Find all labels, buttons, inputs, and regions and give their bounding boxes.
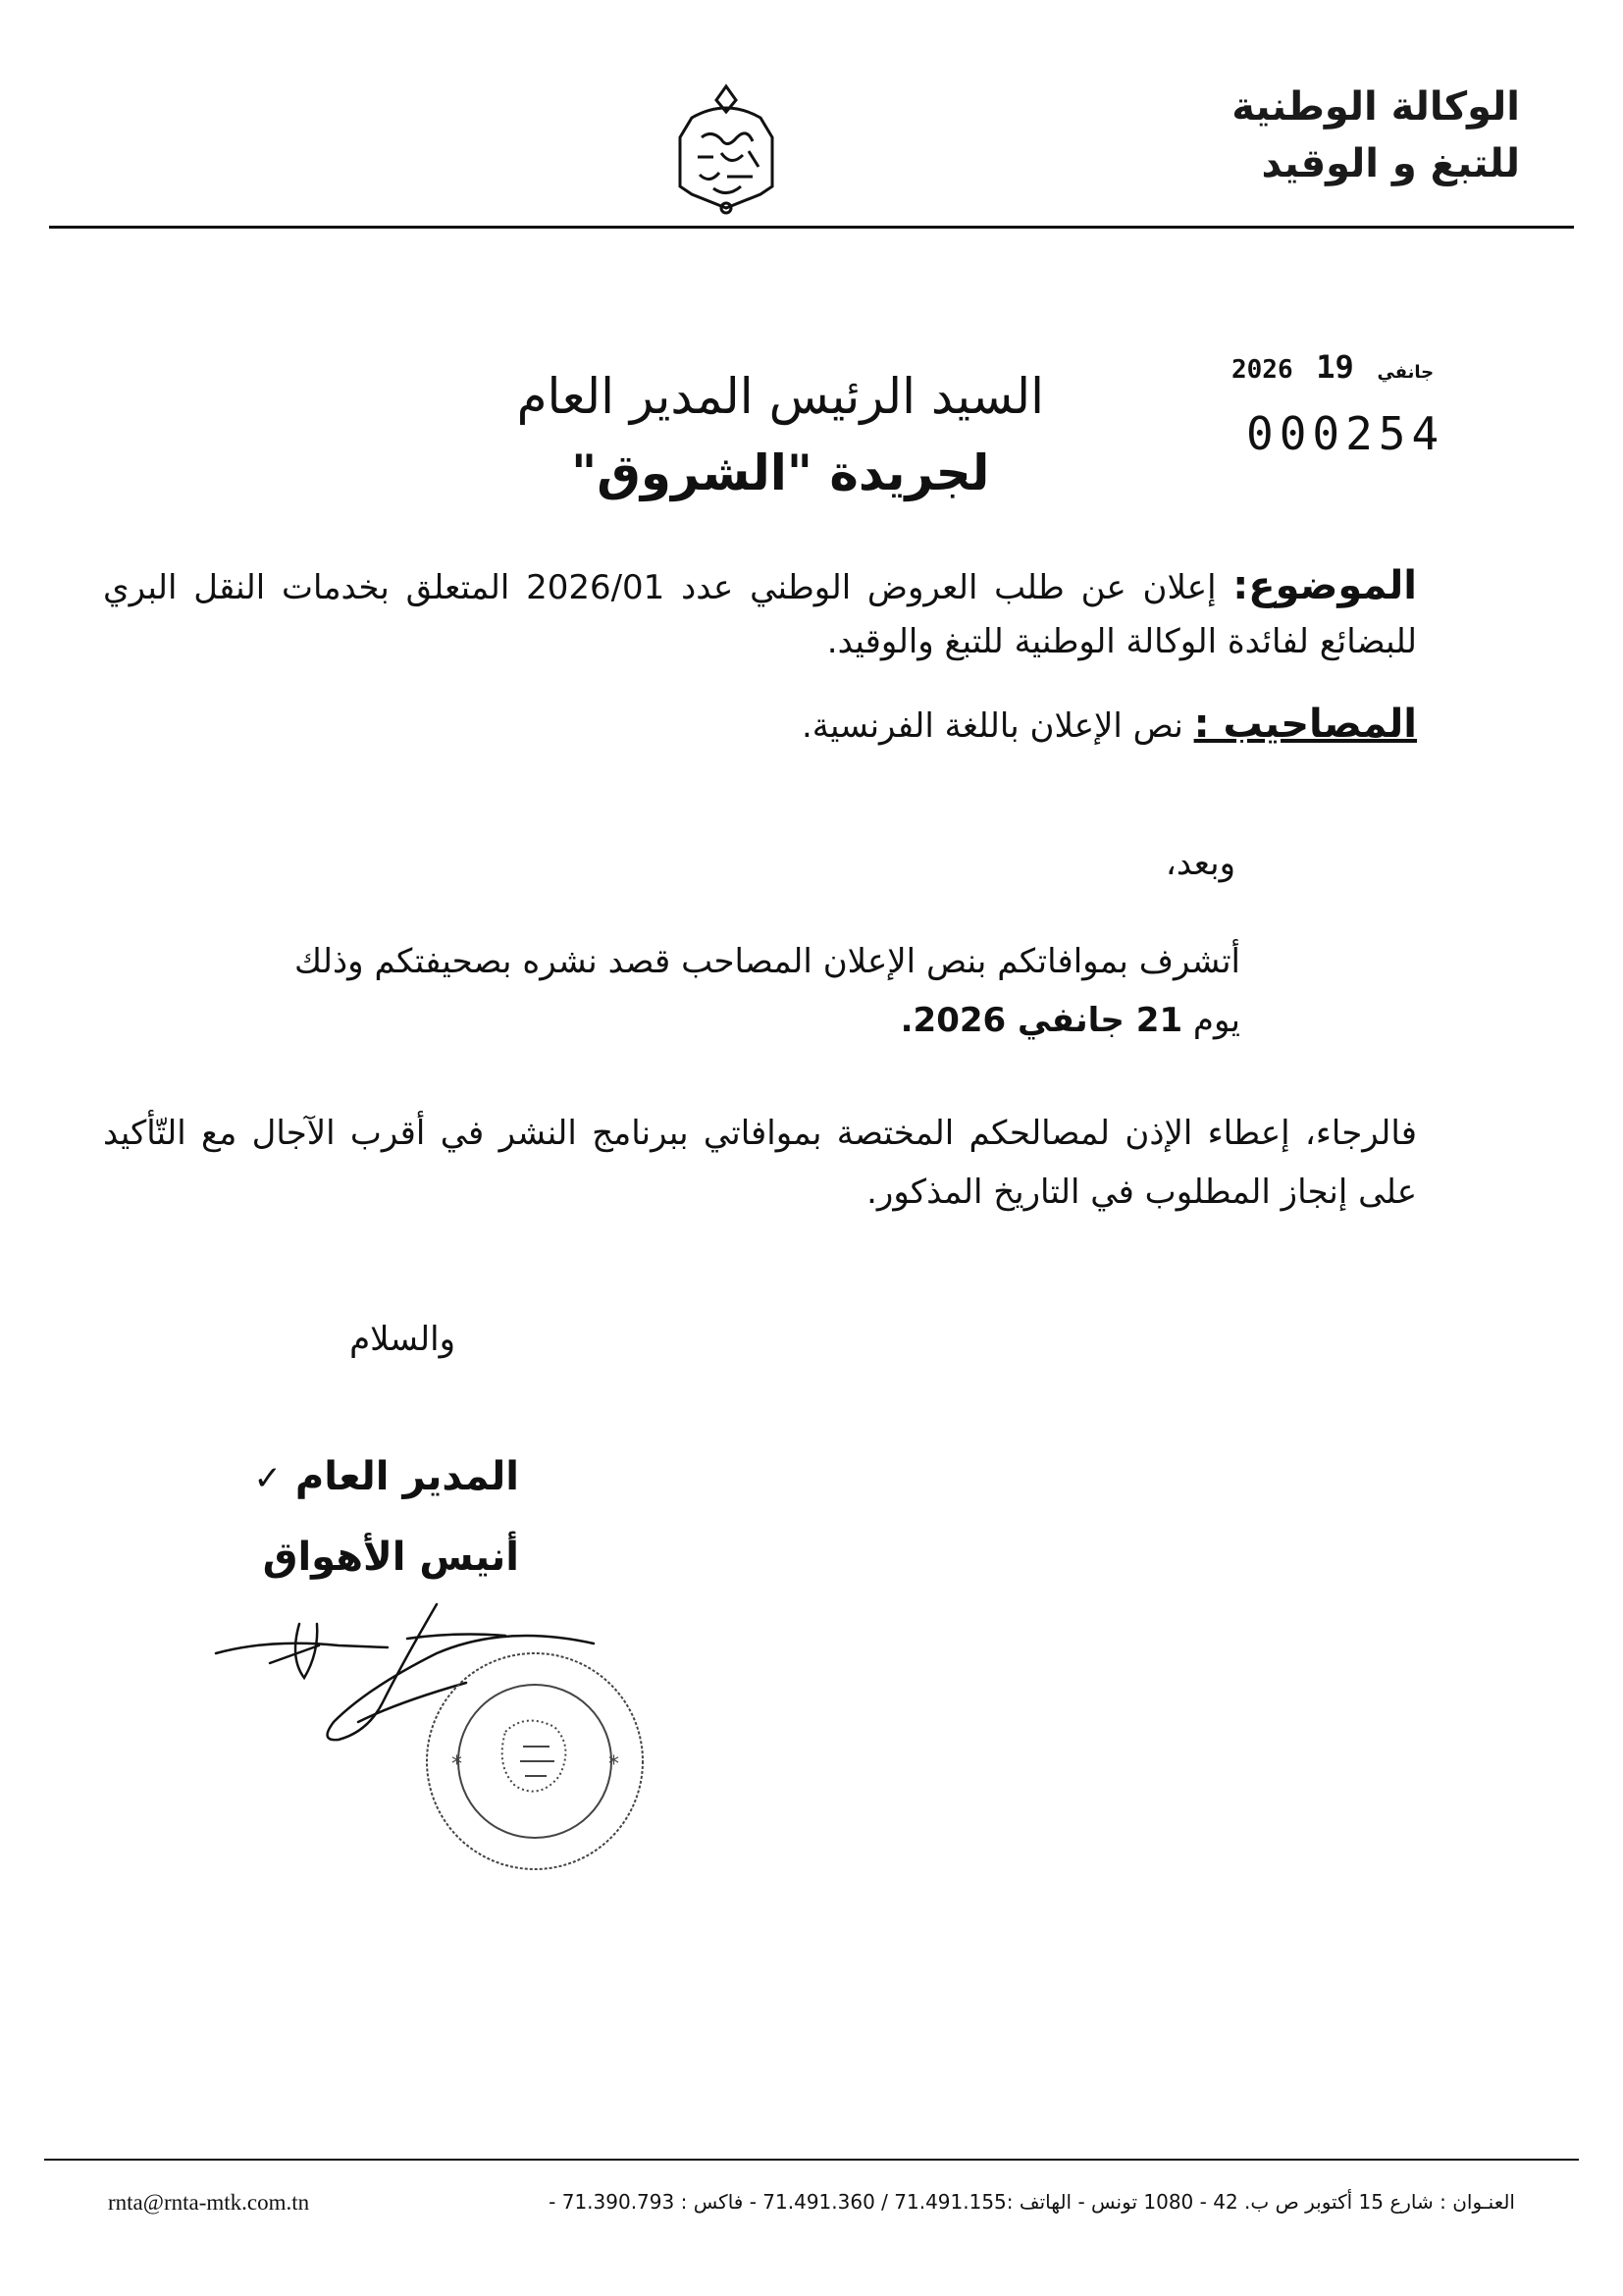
check-mark-icon: ✓ — [253, 1459, 282, 1498]
signature-and-seal-icon — [211, 1585, 721, 1879]
addressee-line2: لجريدة "الشروق" — [571, 444, 990, 501]
svg-text:*: * — [451, 1752, 462, 1777]
subject-paragraph — [103, 559, 1417, 669]
signatory-title-text: المدير العام — [294, 1454, 519, 1499]
footer-address: العنـوان : شارع 15 أكتوبر ص ب. 42 - 1080 تونس - الهاتف :71.491.155 / 71.491.360 - فاكس : 71.390.793 - — [549, 2190, 1515, 2214]
addressee — [517, 358, 1044, 511]
greeting: وبعد، — [1165, 844, 1235, 883]
footer-email: rnta@rnta-mtk.com.tn — [108, 2190, 310, 2215]
organization-name — [1231, 78, 1520, 192]
org-name-line2: للتبغ و الوقيد — [1261, 141, 1520, 186]
date-day: 19 — [1316, 348, 1354, 386]
date-month: جانفي — [1377, 362, 1435, 383]
header-rule — [49, 226, 1574, 229]
attachments-line — [802, 702, 1417, 747]
body-paragraph-1 — [294, 932, 1240, 1050]
logo-emblem-icon — [662, 78, 790, 216]
body-paragraph-2: فالرجاء، إعطاء الإذن لمصالحكم المختصة بموافاتي ببرنامج النشر في أقرب الآجال مع التّأكيد على إنجاز المطلوب في التاريخ المذكور. — [103, 1114, 1417, 1212]
svg-text:*: * — [608, 1752, 619, 1777]
subject-label: الموضوع: — [1232, 563, 1417, 608]
footer-rule — [44, 2159, 1579, 2161]
signature-block — [253, 1437, 519, 1596]
footer — [108, 2190, 1515, 2216]
closing: والسلام — [349, 1320, 455, 1359]
addressee-line1: السيد الرئيس المدير العام — [516, 368, 1044, 425]
signatory-name: أنيس الأهواق — [262, 1535, 519, 1580]
org-name-line1: الوكالة الوطنية — [1231, 84, 1520, 130]
signatory-title — [253, 1437, 519, 1518]
attachments-text: نص الإعلان باللغة الفرنسية. — [801, 706, 1183, 746]
body-paragraph-1-text: أتشرف بموافاتكم بنص الإعلان المصاحب قصد نشره بصحيفتكم وذلك يوم — [294, 942, 1240, 1040]
letter-date — [1231, 348, 1441, 386]
reference-number: 000254 — [1246, 407, 1445, 460]
publication-date: 21 جانفي 2026. — [900, 1001, 1183, 1040]
date-year: 2026 — [1231, 355, 1293, 385]
attachments-label: المصاحيب : — [1193, 702, 1417, 747]
subject-text: إعلان عن طلب العروض الوطني عدد 2026/01 المتعلق بخدمات النقل البري للبضائع لفائدة الوكالة الوطنية للتبغ والوقيد. — [103, 568, 1417, 661]
